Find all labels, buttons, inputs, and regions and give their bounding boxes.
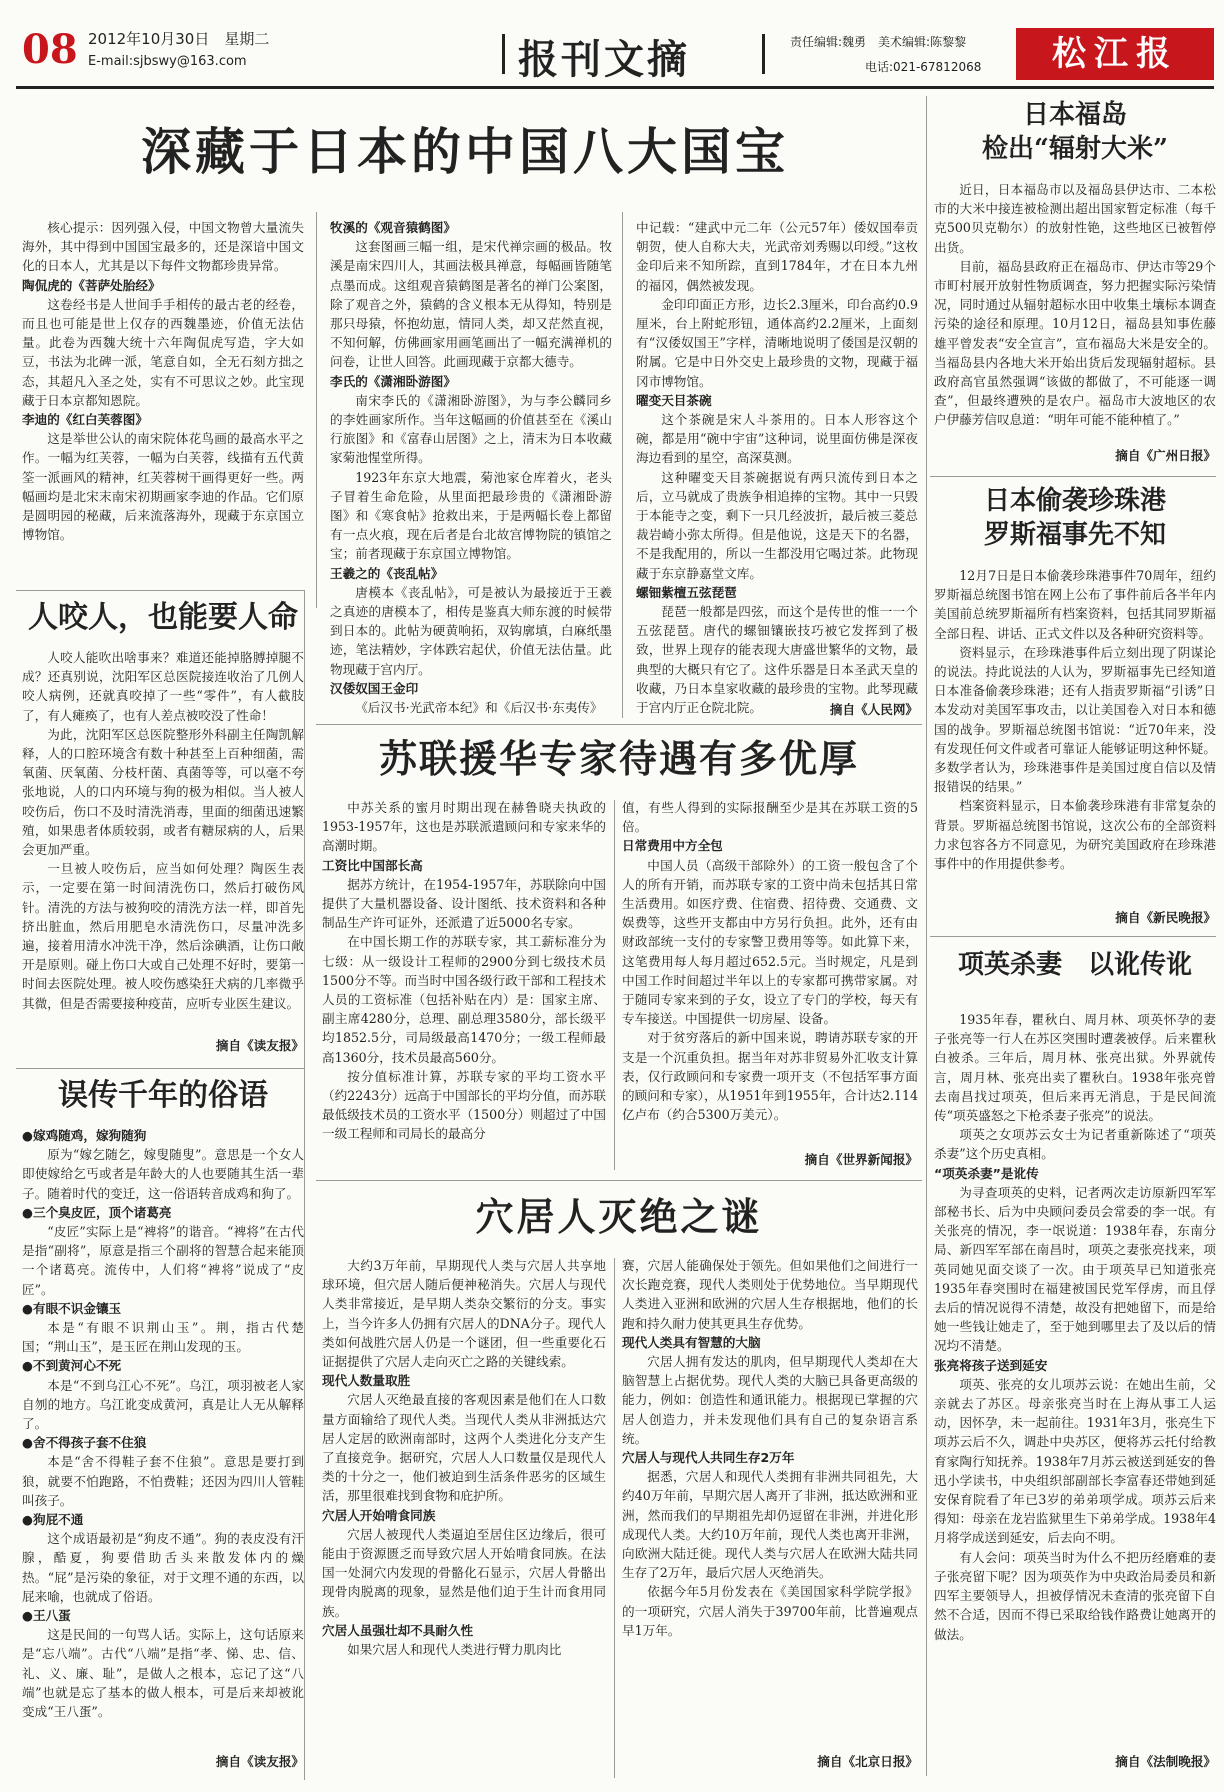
- subheading: 曜变天目茶碗: [636, 392, 712, 408]
- paragraph: “皮匠”实际上是“裨将”的谐音。“裨将”在古代是指“副将”，原意是指三个副将的智慧合起来能顶一个诸葛亮。流传中，人们将“裨将”说成了“皮匠”。: [22, 1224, 304, 1297]
- paragraph: 据苏方统计，在1954-1957年，苏联除向中国提供了大量机器设备、设计图纸、技术资料和各种制品生产许可证外，还派遣了近5000名专家。: [322, 876, 606, 931]
- section-bar-left: [502, 34, 505, 74]
- paragraph: 大约3万年前，早期现代人类与穴居人共享地球环境，但穴居人随后便神秘消失。穴居人与现代人类非常接近，是早期人类杂交繁衍的分支。事实上，当今许多人仍拥有穴居人的DNA分子。现代人类如何战胜穴居人仍是一个谜团，但一些重要化石证据提供了穴居人走向灭亡之路的关键线索。: [322, 1258, 606, 1370]
- main-divider-2: [622, 212, 623, 718]
- subheading: ●有眼不识金镶玉: [22, 1300, 122, 1316]
- paragraph: 这卷经书是人世间手手相传的最古老的经卷，而且也可能是世上仅存的西魏墨迹，价值无法估量。此卷为西魏大统十六年陶侃虎写造，字大如豆，书法为北碑一派，笔意自如，全无石刻方拙之态，其超凡入圣之处，实有不可思议之妙。此宝现藏于日本京都知恩院。: [22, 296, 304, 408]
- phone-number: 电话:021-67812068: [865, 60, 982, 74]
- soviet-rule: [316, 724, 922, 725]
- paragraph: 中苏关系的蜜月时期出现在赫鲁晓夫执政的1953-1957年，这也是苏联派遣顾问和专家来华的高潮时期。: [322, 800, 606, 854]
- cave-rule: [316, 1180, 922, 1181]
- subheading: 穴居人与现代人共同生存2万年: [622, 1450, 795, 1466]
- subheading: 李迪的《红白芙蓉图》: [22, 412, 148, 428]
- main-article-column-1: [22, 218, 304, 586]
- subheading: 穴居人虽强壮却不具耐久性: [322, 1622, 474, 1638]
- fukushima-headline-1: 日本福岛: [1022, 100, 1127, 130]
- main-divider-1: [316, 212, 317, 608]
- subheading: ●王八蛋: [22, 1608, 71, 1624]
- paragraph: 琵琶一般都是四弦，而这个是传世的惟一一个五弦琵琶。唐代的螺钿镶嵌技巧被它发挥到了极致，世界上现存的能表现大唐盛世繁华的文物，最典型的大概只有它了。这件乐器是日本圣武天皇的收藏，乃日本皇家收藏的最珍贵的宝物。此琴现藏于宫内厅正仓院北院。: [636, 604, 918, 716]
- paragraph: 为寻查项英的史料，记者两次走访原新四军军部秘书长、后为中央顾问委员会常委的李一氓。有关张亮的情况，李一氓说道：1938年春，东南分局、新四军军部在南昌时，项英之妻张亮找来，项英同她见面交谈了一次。由于项英早已知道张亮1935年春突围时在福建被国民党军俘虏，而且俘去后的情况说得不清楚，故没有把她留下，而是给她一些钱让她走了，至于她到哪里去了及以后的情况均不清楚。: [934, 1184, 1216, 1354]
- paragraph: 这种曜变天目茶碗据说有两只流传到日本之后，立马就成了贵族争相追捧的宝物。其中一只毁于本能寺之变，剩下一只几经波折，最后被三菱总裁岩崎小弥太所得。但是他说，这是天下的名器，不是我配用的，所以一生都没用它喝过茶。此物现藏于东京静嘉堂文库。: [636, 469, 918, 581]
- bite-source: 摘自《读友报》: [215, 1038, 304, 1053]
- paragraph: 12月7日是日本偷袭珍珠港事件70周年，纽约罗斯福总统图书馆在网上公布了事件前后各半年内美国前总统罗斯福所有档案资料，包括其同罗斯福全部日程、讲话、正式文件以及各种研究资料等。: [934, 568, 1216, 641]
- soviet-source: 摘自《世界新闻报》: [804, 1152, 918, 1167]
- paragraph: 资料显示，在珍珠港事件后立刻出现了阴谋论的说法。持此说法的人认为，罗斯福事先已经知道日本准备偷袭珍珠港；还有人指责罗斯福“引诱”日本发动对美国军事攻击，以让美国卷入对日本和德国的战争。罗斯福总统图书馆说：“近70年来，没有发现任何文件或者可靠证人能够证明这种怀疑。多数学者认为，珍珠港事件是美国过度自信以及情报错误的结果。”: [934, 644, 1216, 795]
- fukushima-headline-2: 检出“辐射大米”: [982, 134, 1168, 164]
- cave-column-2: [622, 1256, 918, 1750]
- paragraph: 本是“舍不得鞋子套不住狼”。意思是要打到狼，就要不怕跑路，不怕费鞋；还因为四川人管鞋叫孩子。: [22, 1454, 304, 1508]
- paragraph: 这个成语最初是“狗皮不通”。狗的表皮没有汗腺，酷夏，狗要借助舌头来散发体内的燥热。“屁”是污染的象征，对于文理不通的东西，以屁来喻，也就成了俗语。: [22, 1531, 304, 1604]
- main-article-column-2: [330, 218, 612, 718]
- section-title: 报刊文摘: [518, 37, 690, 83]
- paragraph-continued: 赛，穴居人能确保处于领先。但如果他们之间进行一次长跑竞赛，现代人类则处于优势地位。当早期现代人类进入亚洲和欧洲的穴居人生存根据地，他们的长跑和持久耐力使其更具生存优势。: [622, 1258, 918, 1331]
- paragraph: 1935年春，瞿秋白、周月林、项英怀孕的妻子张亮等一行人在苏区突围时遭袭被俘。后来瞿秋白被杀。三年后，周月林、张亮出狱。外界就传言，周月林、张亮出卖了瞿秋白。1938年张亮曾去南昌找过项英，但后来再无消息，于是民间流传“项英盛怒之下枪杀妻子张亮”的说法。: [934, 1012, 1216, 1124]
- xiangying-source: 摘自《法制晚报》: [1115, 1754, 1216, 1769]
- pearl-headline-1: 日本偷袭珍珠港: [983, 486, 1166, 516]
- xiangying-rule: [930, 936, 1216, 937]
- newspaper-logo: 松江报: [1016, 28, 1214, 80]
- paragraph: 原为“嫁乞随乞，嫁叟随叟”。意思是一个女人即使嫁给乞丐或者是年龄大的人也要随其生活一辈子。随着时代的变迁，这一俗语转音成鸡和狗了。: [22, 1147, 304, 1201]
- paragraph: 近日，日本福岛市以及福岛县伊达市、二本松市的大米中接连被检测出超出国家暂定标准（每千克500贝克勒尔）的放射性铯，这些地区已被暂停出货。: [934, 182, 1216, 255]
- section-bar-right: [762, 34, 765, 74]
- idioms-source: 摘自《读友报》: [215, 1754, 304, 1769]
- paragraph-continued: 中记载：“建武中元二年（公元57年）倭奴国奉贡朝贺，使人自称大夫，光武帝刘秀赐以印绶。”这枚金印后来不知所踪，直到1784年，才在日本九州的福冈，偶然被发现。: [636, 220, 918, 293]
- bite-article-body: [22, 648, 304, 1034]
- soviet-column-1: [322, 798, 606, 1166]
- xiangying-headline: 项英杀妻 以讹传讹: [957, 950, 1192, 980]
- idioms-rule: [16, 1068, 304, 1069]
- paragraph: 本是“不到乌江心不死”。乌江，项羽被老人家自刎的地方。乌江讹变成黄河，真是让人无从解释了。: [22, 1377, 304, 1432]
- fukushima-article-body: [934, 180, 1216, 444]
- idioms-article-body: [22, 1126, 304, 1750]
- bite-rule: [16, 590, 304, 591]
- paragraph: 依据今年5月份发表在《美国国家科学院学报》的一项研究，穴居人消失于39700年前，比普遍观点早1万年。: [622, 1584, 918, 1638]
- subheading: ●狗屁不通: [22, 1512, 84, 1528]
- subheading: 牧溪的《观音猿鹤图》: [330, 220, 456, 235]
- paragraph: 这套图画三幅一组，是宋代禅宗画的极品。牧溪是南宋四川人，其画法极具禅意，每幅画皆随笔点墨而成。这组观音猿鹤图是著名的禅门公案图，除了观音之外，猿鹤的含义根本无从得知，特别是那只母猿，怀抱幼崽，情同人类，却又茫然直视，不知何解，仿佛画家用画笔画出了一幅充满禅机的问卷，让世人回答。此画现藏于京都大德寺。: [330, 239, 612, 370]
- pearl-headline-2: 罗斯福事先不知: [983, 520, 1166, 550]
- subheading: 张亮将孩子送到延安: [934, 1357, 1048, 1373]
- issue-date: 2012年10月30日 星期二: [88, 30, 270, 48]
- paragraph: 《后汉书·光武帝本纪》和《后汉书·东夷传》: [355, 700, 603, 716]
- subheading: 王羲之的《丧乱帖》: [330, 565, 444, 581]
- subheading: ●不到黄河心不死: [22, 1358, 122, 1374]
- paragraph: 项英之女项苏云女士为记者重新陈述了“项英杀妻”这个历史真相。: [934, 1127, 1216, 1162]
- masthead-rule: [16, 86, 1214, 89]
- paragraph: 1923年东京大地震，菊池家仓库着火，老头子冒着生命危险，从里面把最珍贵的《潇湘卧游图》和《寒食帖》抢救出来，于是两幅长卷上都留有一点火痕，现在后者是台北故宫博物院的镇馆之宝；前者现藏于东京国立博物馆。: [330, 469, 612, 562]
- subheading: 螺钿紫檀五弦琵琶: [636, 584, 737, 600]
- soviet-divider: [614, 800, 615, 1170]
- subheading: 工资比中国部长高: [322, 857, 423, 873]
- subheading: 陶侃虎的《菩萨处胎经》: [22, 277, 161, 293]
- page-number: 08: [22, 26, 78, 73]
- paragraph: 穴居人拥有发达的肌肉，但早期现代人类却在大脑智慧上占据优势。现代人类的大脑已具备更高级的能力，例如：创造性和通讯能力。根据现已掌握的穴居人创造力，并未发现他们具有自己的复杂语言系统。: [622, 1354, 918, 1446]
- editors-credit: 责任编辑:魏勇 美术编辑:陈黎黎: [790, 35, 967, 49]
- paragraph: 穴居人被现代人类逼迫至居住区边缘后，很可能由于资源匮乏而导致穴居人开始啃食同族。在法国一处洞穴内发现的骨骼化石显示，穴居人骨骼出现骨肉脱离的现象，显然是他们迫于生计而食用同族。: [322, 1526, 606, 1619]
- pearl-source: 摘自《新民晚报》: [1115, 910, 1216, 925]
- paragraph: 按分值标准计算，苏联专家的平均工资水平（约2243分）远高于中国部长的平均分值，而苏联最低级技术员的工资水平（1500分）则超过了中国一级工程师和司局长的最高分: [322, 1068, 606, 1142]
- paragraph: 如果穴居人和现代人类进行臂力肌肉比: [347, 1642, 562, 1658]
- idioms-headline: 误传千年的俗语: [58, 1078, 268, 1113]
- subheading: ●舍不得孩子套不住狼: [22, 1435, 147, 1451]
- paragraph: 目前，福岛县政府正在福岛市、伊达市等29个市町村展开放射性物质调查，努力把握实际污染情况，同时通过从辐射超标水田中收集土壤标本调查污染的途径和原理。10月12日，福岛县知事佐藤雄平曾发表“安全宣言”，宣布福岛大米是安全的。当福岛县内各地大米开始出货后发现辐射超标。县政府高官虽然强调“该做的都做了，不可能逐一调查”，但最终遭殃的是农户。福岛市大波地区的农户伊藤芳信叹息道：“明年可能不能种植了。”: [934, 258, 1216, 428]
- cave-headline: 穴居人灭绝之谜: [475, 1194, 763, 1239]
- bite-headline: 人咬人，也能要人命: [28, 600, 298, 635]
- paragraph: 据悉，穴居人和现代人类拥有非洲共同祖先，大约40万年前，早期穴居人离开了非洲，抵达欧洲和亚洲，然而我们的早期祖先却仍逗留在非洲，并进化形成现代人类。大约10万年前，现代人类也离开非洲，向欧洲大陆迁徙。现代人类与穴居人在欧洲大陆共同生存了2万年，最后穴居人灭绝消失。: [622, 1469, 918, 1581]
- paragraph: 金印印面正方形，边长2.3厘米，印台高约0.9厘米，台上附蛇形钮，通体高约2.2厘米，上面刻有“汉倭奴国王”字样，清晰地说明了倭国是汉朝的附属。它是中日外交史上最珍贵的文物，现藏于福冈市博物馆。: [636, 296, 918, 389]
- paragraph: 南宋李氏的《潇湘卧游图》，为与李公麟同乡的李姓画家所作。当年这幅画的价值甚至在《溪山行旅图》和《富春山居图》之上，清末为日本收藏家菊池惺堂所得。: [330, 392, 612, 466]
- subheading: ●嫁鸡随鸡，嫁狗随狗: [22, 1128, 147, 1143]
- subheading: 汉倭奴国王金印: [330, 680, 419, 696]
- subheading: 李氏的《潇湘卧游图》: [330, 373, 456, 389]
- paragraph: 一旦被人咬伤后，应当如何处理？陶医生表示，一定要在第一时间清洗伤口，然后打破伤风针。清洗的方法与被狗咬的清洗方法一样，即首先挤出脏血，然后用肥皂水清洗伤口，尽量冲洗多遍，接着用清水冲洗干净，然后涂碘酒，让伤口敞开是原则。碰上伤口大或自己处理不好时，要第一时间去医院处理。被人咬伤感染狂犬病的几率微乎其微，但是否需要接种疫苗，应听专业医生建议。: [22, 861, 304, 1011]
- paragraph: 在中国长期工作的苏联专家，其工薪标准分为七级：从一级设计工程师的2900分到七级技术员1500分不等。而当时中国各级行政干部和工程技术人员的工资标准（包括补贴在内）是：国家主席、副主席4280分，总理、副总理3580分，部长级平均1852.5分，司局级最高1470分；一级工程师最高1360分，技术员最高560分。: [322, 934, 606, 1065]
- paragraph: 唐模本《丧乱帖》，可是被认为最接近于王羲之真迹的唐模本了，相传是鉴真大师东渡的时候带到日本的。此帖为硬黄响拓，双钩廓填，白麻纸墨迹，笔法精妙，字体跌宕起伏，价值无法估量。此物现藏于宫内厅。: [330, 584, 612, 677]
- main-headline: 深藏于日本的中国八大国宝: [141, 122, 789, 181]
- paragraph: 中国人员（高级干部除外）的工资一般包含了个人的所有开销，而苏联专家的工资中尚未包括其日常生活费用。如医疗费、住宿费、招待费、交通费、文娱费等，这些开支都由中方另行负担。此外，还有由财政部统一支付的专家警卫费用等等。如此算下来，这笔费用每人每月超过652.5元。当时规定，凡是到中国工作时间超过半年以上的专家都可携带家属。对于随同专家来到的子女，设立了专门的学校，每天有专车接送。中国提供一切房屋、设备。: [622, 857, 918, 1027]
- fukushima-source: 摘自《广州日报》: [1115, 448, 1216, 463]
- cave-source: 摘自《北京日报》: [817, 1754, 918, 1769]
- cave-column-1: [322, 1256, 606, 1780]
- paragraph: 对于贫穷落后的新中国来说，聘请苏联专家的开支是一个沉重负担。据当年对苏非贸易外汇收支计算表，仅行政顾问和专家费一项开支（不包括军事方面的顾问和专家），从1951年到1955年，合计达2.114亿卢布（约合5300万美元）。: [622, 1030, 918, 1123]
- soviet-headline: 苏联援华专家待遇有多优厚: [378, 736, 859, 781]
- left-column-divider: [304, 590, 305, 1780]
- pearl-rule: [930, 476, 1216, 477]
- subheading: “项英杀妻”是讹传: [934, 1165, 1039, 1181]
- xiangying-article-body: [934, 1010, 1216, 1750]
- paragraph: 本是“有眼不识荆山玉”。荆，指古代楚国；“荆山玉”，是玉匠在荆山发现的玉。: [22, 1320, 304, 1355]
- cave-divider: [614, 1258, 615, 1778]
- subheading: 穴居人开始啃食同族: [322, 1507, 436, 1523]
- subheading: 现代人数量取胜: [322, 1373, 411, 1389]
- paragraph: 这是民间的一句骂人话。实际上，这句话原来是“忘八端”。古代“八端”是指“孝、悌、忠、信、礼、义、廉、耻”，是做人之根本，忘记了这“八端”也就是忘了基本的做人根本，可是后来却被讹变成“王八蛋”。: [22, 1627, 304, 1720]
- paragraph: 这个茶碗是宋人斗茶用的。日本人形容这个碗，都是用“碗中宇宙”这种词，说里面仿佛是深夜海边看到的星空，高深莫测。: [636, 412, 918, 466]
- paragraph: 穴居人灭绝最直接的客观因素是他们在人口数量方面输给了现代人类。当现代人类从非洲抵达穴居人定居的欧洲南部时，这两个人类进化分支产生了直接竞争。据研究，穴居人人口数量仅是现代人类的十分之一，他们被迫到生活条件恶劣的区域生活，那里很难找到食物和庇护所。: [322, 1392, 606, 1504]
- paragraph: 这是举世公认的南宋院体花鸟画的最高水平之作。一幅为红芙蓉，一幅为白芙蓉，线描有五代黄筌一派画风的精神，红芙蓉树干画得更好一些。两幅画均是北宋末南宋初期画家李迪的作品。它们原是圆明园的秘藏，后来流落海外，现藏于东京国立博物馆。: [22, 431, 304, 543]
- subheading: 日常费用中方全包: [622, 838, 723, 854]
- soviet-column-2: [622, 798, 918, 1148]
- subheading: 现代人类具有智慧的大脑: [622, 1334, 761, 1350]
- main-source: 摘自《人民网》: [829, 702, 918, 717]
- paragraph-continued: 值，有些人得到的实际报酬至少是其在苏联工资的5倍。: [622, 800, 918, 835]
- paragraph: 有人会问：项英当时为什么不把历经磨难的妻子张亮留下呢？因为项英作为中央政治局委员和新四军主要领导人，担被俘情况未查清的张亮留下自然不合适，因而不得已采取给钱作路费让她离开的做法。: [934, 1549, 1216, 1642]
- email-address[interactable]: E-mail:sjbswy@163.com: [88, 54, 247, 69]
- paragraph: 核心提示：因列强入侵，中国文物曾大量流失海外，其中得到中国国宝最多的，还是深谙中国文化的日本人，尤其是以下每件文物都珍贵异常。: [22, 220, 304, 274]
- pearl-article-body: [934, 566, 1216, 906]
- paragraph: 为此，沈阳军区总医院整形外科副主任陶凯解释，人的口腔环境含有数十种甚至上百种细菌，需氧菌、厌氧菌、分枝杆菌、真菌等等，可以毫不夸张地说，人的口内环境与狗的极为相似。当人被人咬伤后，伤口不及时清洗消毒，里面的细菌迅速繁殖，如果患者体质较弱，或者有糖尿病的人，后果会更加严重。: [22, 726, 304, 858]
- paragraph: 档案资料显示，日本偷袭珍珠港有非常复杂的背景。罗斯福总统图书馆说，这次公布的全部资料力求包容各方不同意见，为研究美国政府在珍珠港事件中的作用提供参考。: [934, 798, 1216, 872]
- right-column-divider: [926, 96, 927, 1776]
- paragraph: 人咬人能吹出啥事来？难道还能掉胳膊掉腿不成？还真别说，沈阳军区总医院接连收治了几例人咬人病例，还就真咬掉了一些“零件”，有人截肢了，有人瘫痪了，也有人差点被咬没了性命！: [22, 650, 304, 723]
- paragraph: 项英、张亮的女儿项苏云说：在她出生前，父亲就去了苏区。母亲张亮当时在上海从事工人运动，因怀孕，未一起前往。1931年3月，张亮生下项苏云后不久，调赴中央苏区，便将苏云托付给教育家陶行知抚养。1938年7月苏云被送到延安的鲁迅小学读书，中央组织部副部长李富春还带她到延安保育院看了年已3岁的弟弟项学成。项苏云后来得知：母亲在龙岩监狱里生下弟弟学成。1938年4月将学成送到延安，后去向不明。: [934, 1376, 1216, 1546]
- subheading: ●三个臭皮匠，顶个诸葛亮: [22, 1204, 172, 1220]
